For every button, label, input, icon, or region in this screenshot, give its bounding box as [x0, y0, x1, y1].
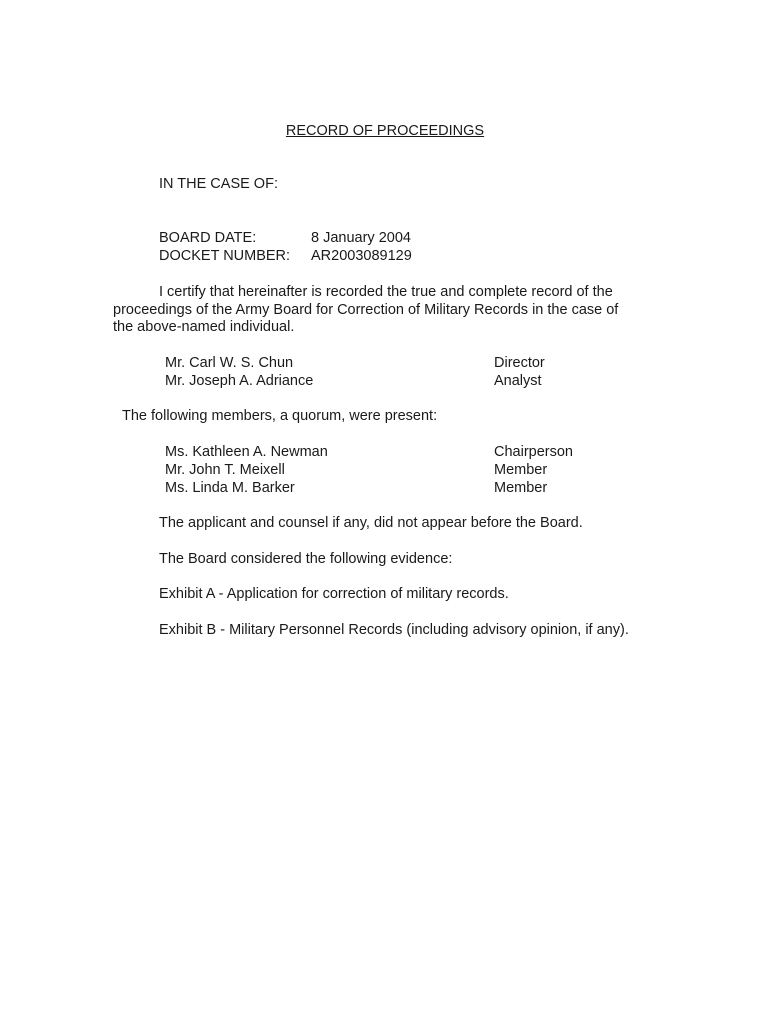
board-date-value: 8 January 2004	[311, 230, 411, 246]
staff-role: Analyst	[494, 373, 542, 389]
evidence-intro: The Board considered the following evidence:	[159, 551, 453, 567]
member-name: Mr. John T. Meixell	[165, 462, 285, 478]
member-name: Ms. Kathleen A. Newman	[165, 444, 328, 460]
member-role: Member	[494, 480, 548, 496]
certification-line-3: the above-named individual.	[113, 319, 295, 335]
certification-line-1: I certify that hereinafter is recorded the true and complete record of the	[159, 284, 613, 300]
member-name: Ms. Linda M. Barker	[165, 480, 295, 496]
staff-name: Mr. Joseph A. Adriance	[165, 373, 314, 389]
document-title: RECORD OF PROCEEDINGS	[285, 123, 485, 139]
staff-name: Mr. Carl W. S. Chun	[165, 355, 294, 371]
staff-role: Director	[494, 355, 545, 371]
quorum-statement: The following members, a quorum, were present:	[122, 408, 438, 424]
case-label: IN THE CASE OF:	[159, 176, 278, 192]
member-role: Chairperson	[494, 444, 573, 460]
docket-number-label: DOCKET NUMBER:	[159, 248, 291, 264]
board-date-label: BOARD DATE:	[159, 230, 257, 246]
docket-number-value: AR2003089129	[311, 248, 412, 264]
exhibit-item: Exhibit B - Military Personnel Records (including advisory opinion, if any).	[159, 622, 629, 638]
exhibit-item: Exhibit A - Application for correction of military records.	[159, 586, 509, 602]
appearance-statement: The applicant and counsel if any, did not appear before the Board.	[159, 515, 583, 531]
member-role: Member	[494, 462, 548, 478]
certification-line-2: proceedings of the Army Board for Correction of Military Records in the case of	[113, 302, 619, 318]
